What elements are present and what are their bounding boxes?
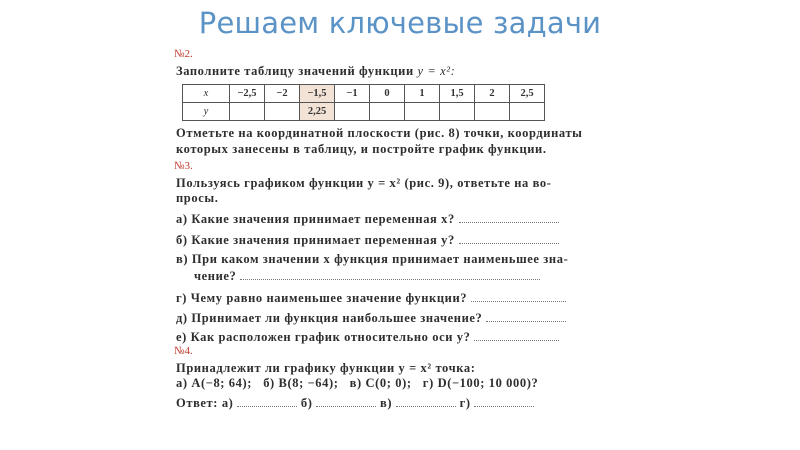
task2-instruction-line1: Отметьте на координатной плоскости (рис. 8) точки, координаты [176,126,583,140]
task2-prompt-text: Заполните таблицу значений функции [176,64,414,78]
answer-blank-e[interactable] [474,330,559,341]
question-e-text: е) Как расположен график относительно оси y? [176,330,471,344]
task2-formula: y = x²: [417,64,456,78]
y-cell-highlighted: 2,25 [300,103,335,121]
answer-blank-v[interactable] [240,269,540,280]
answer-part-g-label: г) [459,396,471,410]
answer-blank-4a[interactable] [237,396,297,407]
x-cell: 2 [475,85,510,103]
x-cell: 1,5 [440,85,475,103]
task4-points: а) A(−8; 64); б) B(8; −64); в) C(0; 0); г) D(−100; 10 000)? [176,376,539,390]
y-cell[interactable] [475,103,510,121]
x-cell: −1 [335,85,370,103]
y-cell[interactable] [510,103,545,121]
question-d [176,311,566,326]
x-cell: −2,5 [230,85,265,103]
x-cell: 2,5 [510,85,545,103]
question-a [176,212,559,227]
y-cell[interactable] [335,103,370,121]
y-row [183,103,545,121]
task2-instruction-line2: которых занесены в таблицу, и постройте график функции. [176,142,547,156]
question-a-text: а) Какие значения принимает переменная x? [176,212,455,226]
y-cell[interactable] [440,103,475,121]
question-b [176,233,559,248]
x-row [183,85,545,103]
question-e [176,330,559,345]
answer-part-b-label: б) [300,396,313,410]
task3-intro-line2: просы. [176,191,219,205]
task3-intro-line1: Пользуясь графиком функции y = x² (рис. 9), ответьте на во- [176,176,552,190]
task4-prompt: Принадлежит ли графику функции y = x² точка: [176,361,476,375]
answer-blank-4g[interactable] [474,396,534,407]
slide-title: Решаем ключевые задачи [198,6,602,40]
x-cell-highlighted: −1,5 [300,85,335,103]
answer-blank-4v[interactable] [396,396,456,407]
question-v-text: чение? [194,269,237,283]
y-cell[interactable] [265,103,300,121]
answer-label: Ответ: [176,396,219,410]
answer-blank-b[interactable] [459,233,559,244]
answer-part-v-label: в) [380,396,393,410]
answer-blank-a[interactable] [459,212,559,223]
y-cell[interactable] [370,103,405,121]
answer-blank-d[interactable] [486,311,566,322]
x-cell: 1 [405,85,440,103]
answer-blank-g[interactable] [471,291,566,302]
question-d-text: д) Принимает ли функция наибольшее значение? [176,311,483,325]
question-v-line1: в) При каком значении x функция принимает наименьшее зна- [176,252,569,266]
answer-part-a-label: а) [221,396,234,410]
question-g [176,291,566,306]
question-v-line2 [194,269,540,284]
task2-number: №2. [174,48,193,60]
task3-number: №3. [174,160,193,172]
y-cell[interactable] [405,103,440,121]
y-label: y [183,103,230,121]
question-g-text: г) Чему равно наименьшее значение функции? [176,291,468,305]
task4-answer-row [176,396,534,411]
question-b-text: б) Какие значения принимает переменная y? [176,233,455,247]
answer-blank-4b[interactable] [316,396,376,407]
task4-number: №4. [174,345,193,357]
x-cell: 0 [370,85,405,103]
x-cell: −2 [265,85,300,103]
task2-prompt [176,64,455,79]
values-table [182,84,545,121]
y-cell[interactable] [230,103,265,121]
x-label: x [183,85,230,103]
